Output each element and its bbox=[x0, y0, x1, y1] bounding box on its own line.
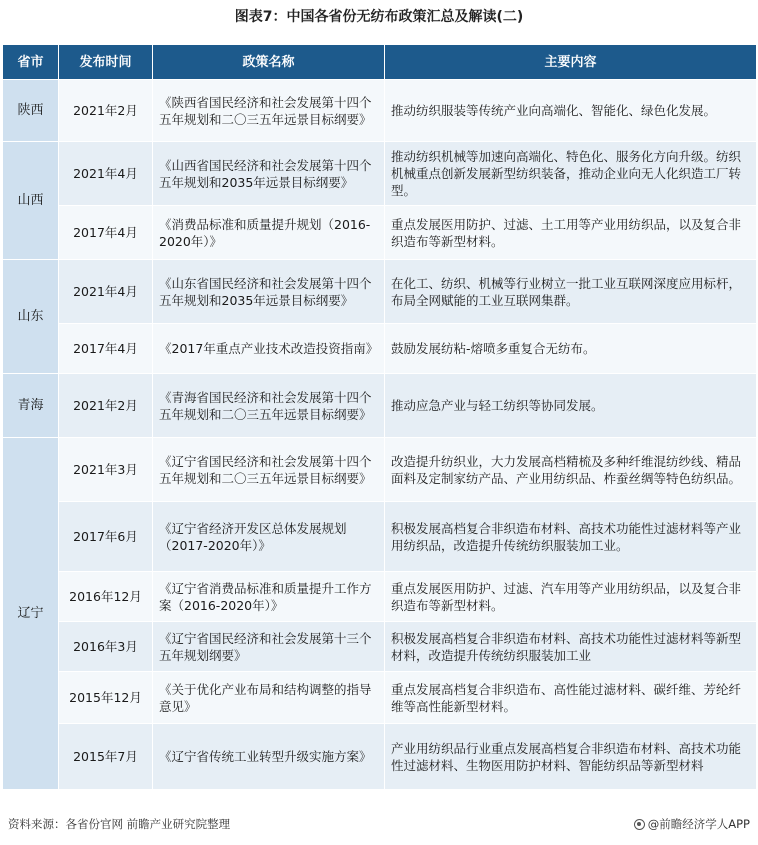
province-cell: 青海 bbox=[3, 374, 59, 438]
content-cell: 推动纺织机械等加速向高端化、特色化、服务化方向升级。纺织机械重点创新发展新型纺织装备，推动企业向无人化织造工厂转型。 bbox=[385, 142, 757, 206]
table-row bbox=[3, 622, 757, 672]
date-cell: 2015年12月 bbox=[59, 672, 153, 724]
date-cell: 2021年2月 bbox=[59, 374, 153, 438]
policy-name-cell: 《陕西省国民经济和社会发展第十四个五年规划和二〇三五年远景目标纲要》 bbox=[153, 80, 385, 142]
content-cell: 重点发展医用防护、过滤、土工用等产业用纺织品，以及复合非织造布等新型材料。 bbox=[385, 206, 757, 260]
policy-name-cell: 《辽宁省国民经济和社会发展第十四个五年规划和二〇三五年远景目标纲要》 bbox=[153, 438, 385, 502]
date-cell: 2021年4月 bbox=[59, 260, 153, 324]
content-cell: 重点发展高档复合非织造布、高性能过滤材料、碳纤维、芳纶纤维等高性能新型材料。 bbox=[385, 672, 757, 724]
policy-name-cell: 《关于优化产业布局和结构调整的指导意见》 bbox=[153, 672, 385, 724]
brand-label: @前瞻经济学人APP bbox=[647, 817, 750, 831]
province-cell: 山西 bbox=[3, 142, 59, 260]
footer bbox=[8, 816, 750, 832]
table-row bbox=[3, 260, 757, 324]
table-row bbox=[3, 80, 757, 142]
table-row bbox=[3, 572, 757, 622]
brand-logo-icon bbox=[634, 819, 645, 830]
header-province: 省市 bbox=[3, 45, 59, 80]
table-row bbox=[3, 672, 757, 724]
content-cell: 重点发展医用防护、过滤、汽车用等产业用纺织品，以及复合非织造布等新型材料。 bbox=[385, 572, 757, 622]
policy-name-cell: 《青海省国民经济和社会发展第十四个五年规划和二〇三五年远景目标纲要》 bbox=[153, 374, 385, 438]
date-cell: 2016年3月 bbox=[59, 622, 153, 672]
policy-name-cell: 《2017年重点产业技术改造投资指南》 bbox=[153, 324, 385, 374]
content-cell: 改造提升纺织业，大力发展高档精梳及多种纤维混纺纱线、精品面料及定制家纺产品、产业用纺织品、柞蚕丝绸等特色纺织品。 bbox=[385, 438, 757, 502]
content-cell: 推动应急产业与轻工纺织等协同发展。 bbox=[385, 374, 757, 438]
date-cell: 2021年2月 bbox=[59, 80, 153, 142]
content-cell: 推动纺织服装等传统产业向高端化、智能化、绿色化发展。 bbox=[385, 80, 757, 142]
date-cell: 2021年4月 bbox=[59, 142, 153, 206]
province-cell: 辽宁 bbox=[3, 438, 59, 790]
content-cell: 鼓励发展纺粘-熔喷多重复合无纺布。 bbox=[385, 324, 757, 374]
province-cell: 陕西 bbox=[3, 80, 59, 142]
source-note: 资料来源：各省份官网 前瞻产业研究院整理 bbox=[8, 817, 231, 831]
table-row bbox=[3, 724, 757, 790]
table-header-row bbox=[3, 45, 757, 80]
policy-name-cell: 《辽宁省经济开发区总体发展规划（2017-2020年）》 bbox=[153, 502, 385, 572]
content-cell: 积极发展高档复合非织造布材料、高技术功能性过滤材料等产业用纺织品，改造提升传统纺织服装加工业。 bbox=[385, 502, 757, 572]
policy-name-cell: 《消费品标准和质量提升规划（2016-2020年）》 bbox=[153, 206, 385, 260]
table-row bbox=[3, 438, 757, 502]
policy-table bbox=[2, 44, 757, 790]
table-row bbox=[3, 374, 757, 438]
province-cell: 山东 bbox=[3, 260, 59, 374]
brand-credit bbox=[634, 816, 750, 832]
date-cell: 2017年4月 bbox=[59, 324, 153, 374]
content-cell: 在化工、纺织、机械等行业树立一批工业互联网深度应用标杆，布局全网赋能的工业互联网集群。 bbox=[385, 260, 757, 324]
table-row bbox=[3, 206, 757, 260]
policy-name-cell: 《辽宁省消费品标准和质量提升工作方案（2016-2020年）》 bbox=[153, 572, 385, 622]
policy-name-cell: 《山西省国民经济和社会发展第十四个五年规划和2035年远景目标纲要》 bbox=[153, 142, 385, 206]
date-cell: 2017年6月 bbox=[59, 502, 153, 572]
date-cell: 2017年4月 bbox=[59, 206, 153, 260]
chart-title: 图表7：中国各省份无纺布政策汇总及解读(二) bbox=[234, 9, 524, 25]
table-row bbox=[3, 142, 757, 206]
date-cell: 2016年12月 bbox=[59, 572, 153, 622]
header-content: 主要内容 bbox=[385, 45, 757, 80]
policy-name-cell: 《辽宁省国民经济和社会发展第十三个五年规划纲要》 bbox=[153, 622, 385, 672]
date-cell: 2015年7月 bbox=[59, 724, 153, 790]
header-policy-name: 政策名称 bbox=[153, 45, 385, 80]
policy-name-cell: 《山东省国民经济和社会发展第十四个五年规划和2035年远景目标纲要》 bbox=[153, 260, 385, 324]
header-date: 发布时间 bbox=[59, 45, 153, 80]
content-cell: 产业用纺织品行业重点发展高档复合非织造布材料、高技术功能性过滤材料、生物医用防护材料、智能纺织品等新型材料 bbox=[385, 724, 757, 790]
date-cell: 2021年3月 bbox=[59, 438, 153, 502]
table-row bbox=[3, 502, 757, 572]
content-cell: 积极发展高档复合非织造布材料、高技术功能性过滤材料等新型材料，改造提升传统纺织服装加工业 bbox=[385, 622, 757, 672]
policy-name-cell: 《辽宁省传统工业转型升级实施方案》 bbox=[153, 724, 385, 790]
table-row bbox=[3, 324, 757, 374]
